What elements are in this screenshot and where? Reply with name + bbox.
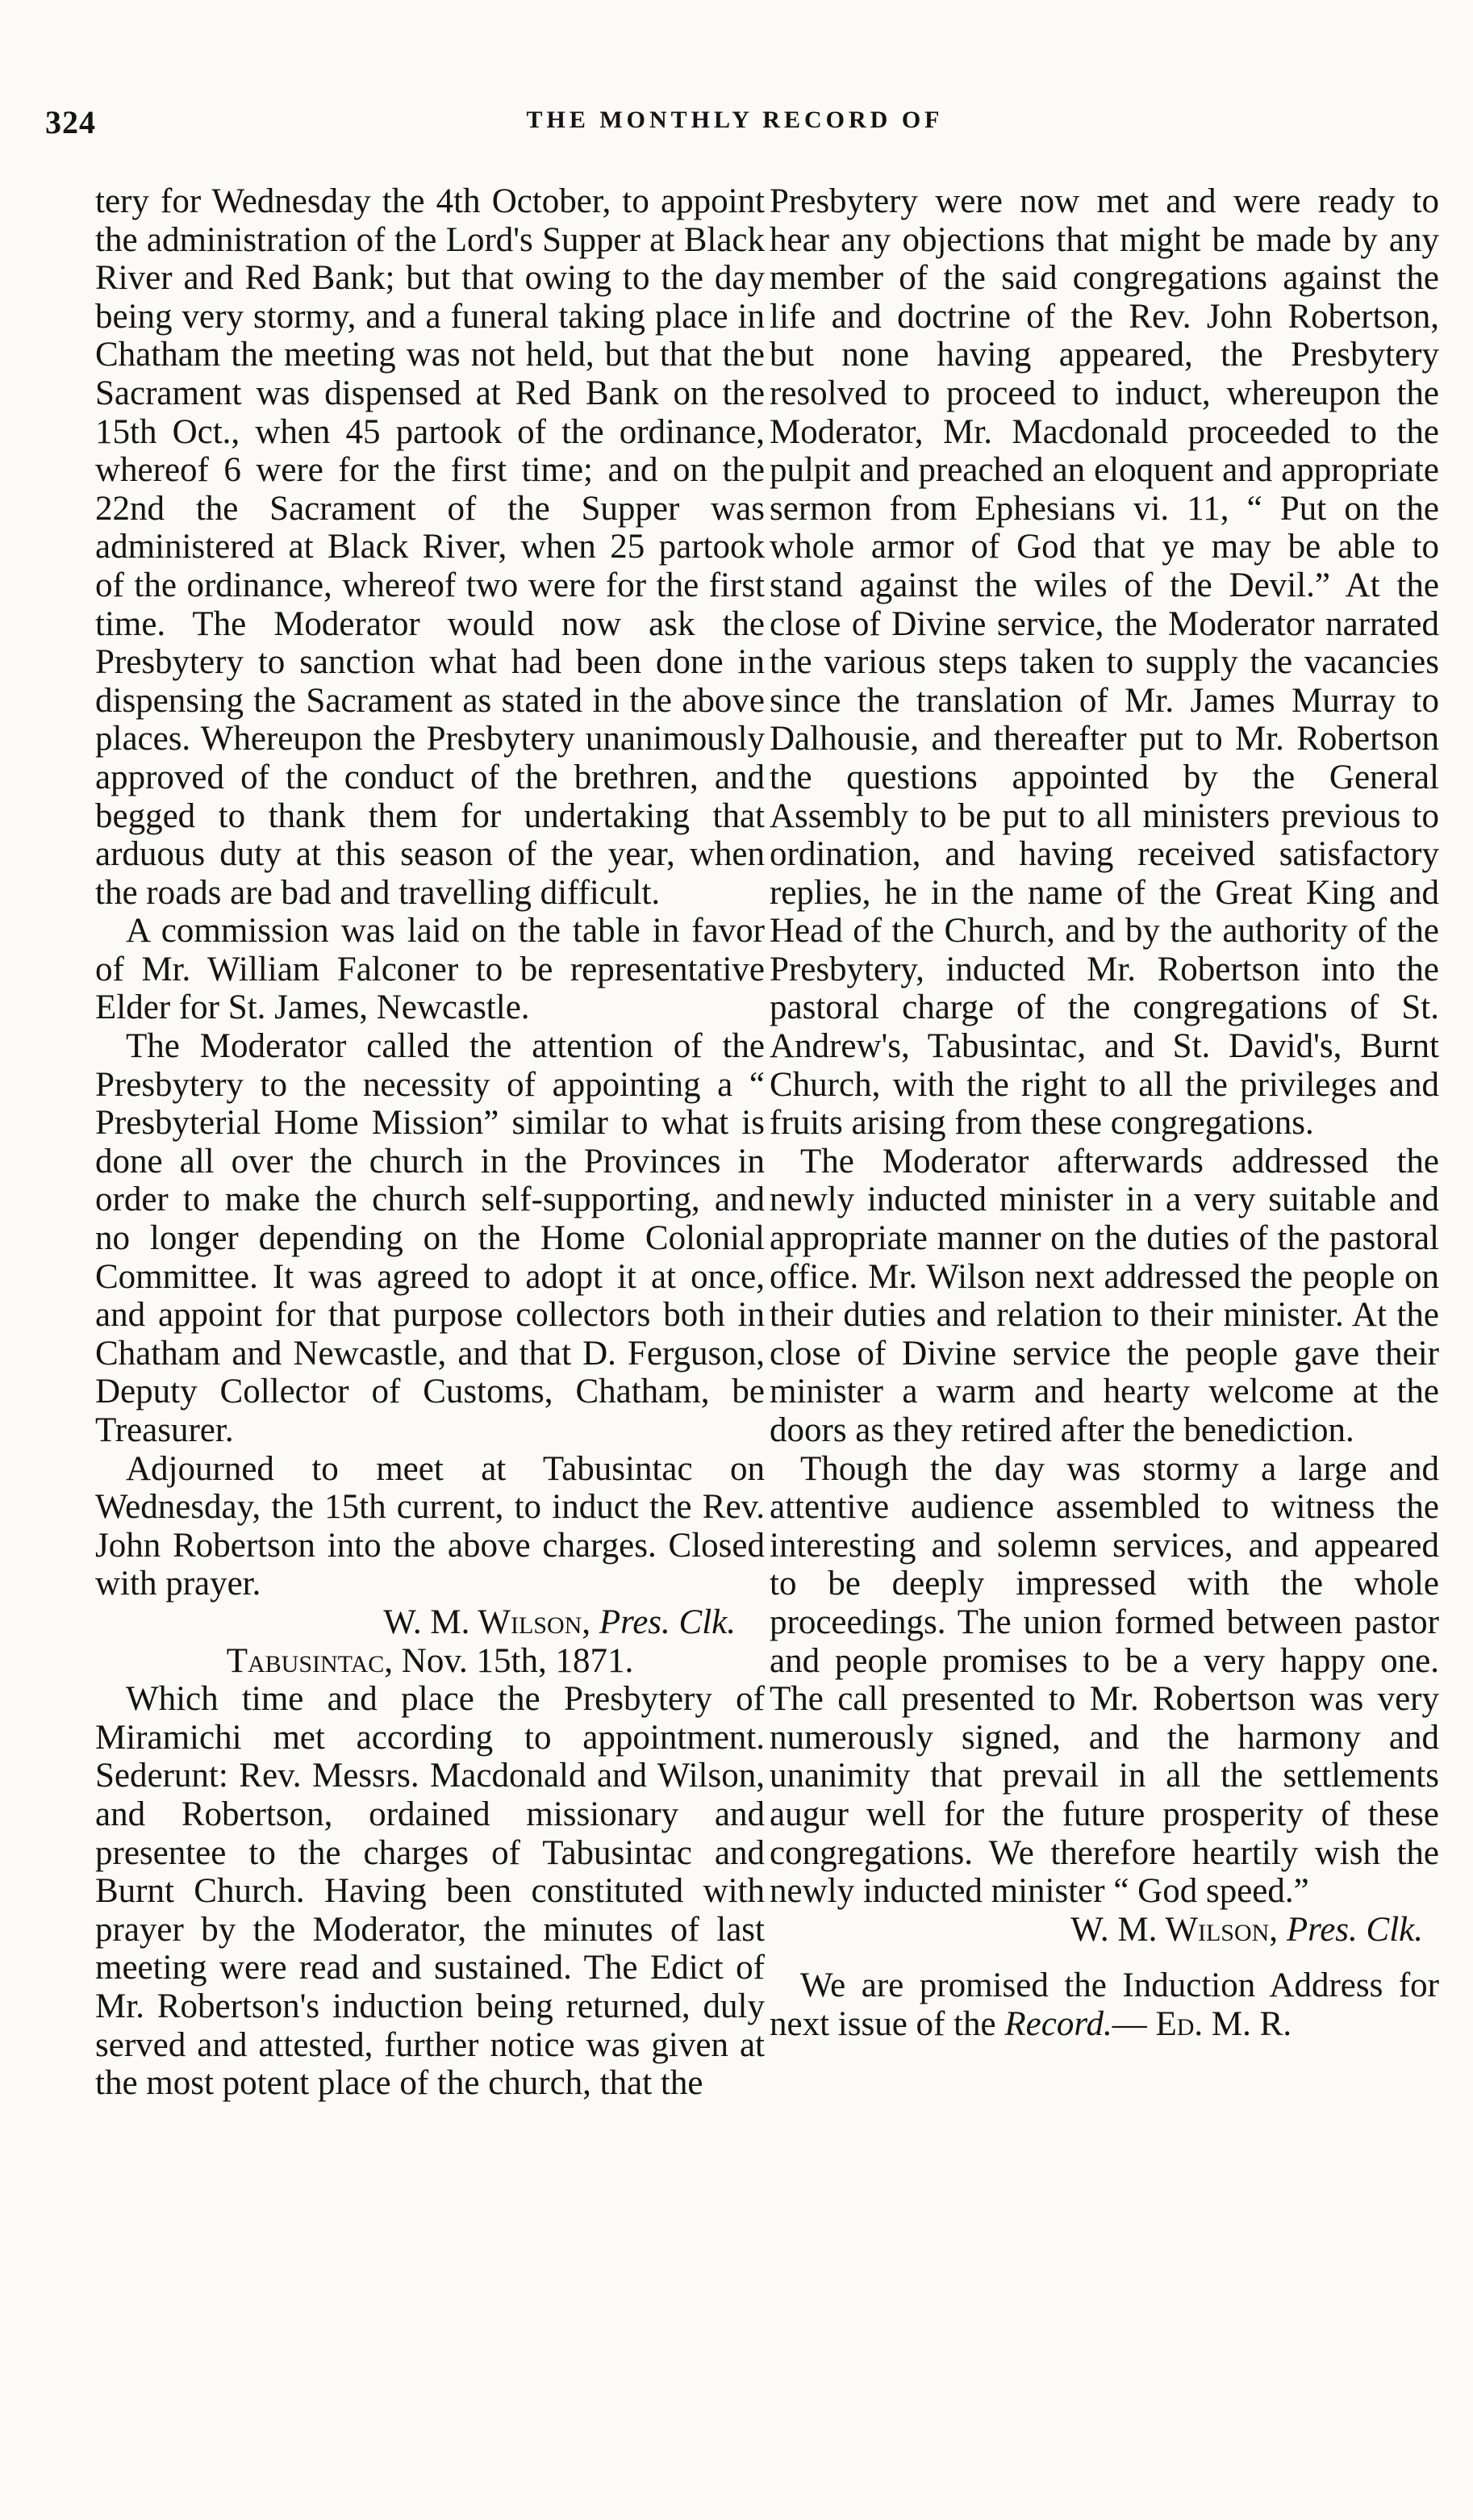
page-number: 324	[45, 104, 96, 140]
left-column	[95, 182, 765, 2103]
signature-name: W. M. Wilson,	[1070, 1910, 1279, 1949]
page-header	[45, 103, 1425, 152]
signature	[770, 1911, 1439, 1950]
paragraph: Presbytery were now met and were ready to hear any objections that might be made by any member of the said congregations against the life and doctrine of the Rev. John Robertson, but none having appeared, the Presbytery resolved to proceed to induct, whereupon the Moderator, Mr. Macdonald proceeded to the pulpit and preached an eloquent and appropriate sermon from Ephesians vi. 11, “ Put on the whole armor of God that ye may be able to stand against the wiles of the Devil.” At the close of Divine service, the Moderator narrated the various steps taken to supply the vacancies since the translation of Mr. James Murray to Dalhousie, and thereafter put to Mr. Robertson the questions appointed by the General Assembly to be put to all ministers previous to ordination, and having received satisfactory replies, he in the name of the Great King and Head of the Church, and by the authority of the Presbytery, inducted Mr. Robertson into the pastoral charge of the congregations of St. Andrew's, Tabusintac, and St. David's, Burnt Church, with the right to all the privileges and fruits arising from these congregations.	[770, 182, 1439, 1143]
right-column	[770, 182, 1439, 2044]
paragraph: A commission was laid on the table in favor of Mr. William Falconer to be representative Elder for St. James, Newcastle.	[95, 912, 765, 1027]
paragraph: Which time and place the Presbytery of Miramichi met according to appointment. Sederunt: Rev. Messrs. Macdonald and Wilson, and Robertson, ordained missionary and presentee to the charges of Tabusintac and Burnt Church. Having been constituted with prayer by the Moderator, the minutes of last meeting were read and sustained. The Edict of Mr. Robertson's induction being returned, duly served and attested, further notice was given at the most potent place of the church, that the	[95, 1680, 765, 2103]
paragraph: The Moderator afterwards addressed the newly inducted minister in a very suitable and appropriate manner on the duties of the pastoral office. Mr. Wilson next addressed the people on their duties and relation to their minister. At the close of Divine service the people gave their minister a warm and hearty welcome at the doors as they retired after the benediction.	[770, 1142, 1439, 1449]
signature	[95, 1603, 765, 1642]
editor-note-record: Record.	[1004, 2004, 1112, 2043]
signature-title: Pres. Clk.	[599, 1603, 736, 1641]
paragraph: Adjourned to meet at Tabusintac on Wednesday, the 15th current, to induct the Rev. John Robertson into the above charges. Closed with prayer.	[95, 1449, 765, 1603]
dateline	[95, 1642, 765, 1681]
paragraph: Though the day was stormy a large and attentive audience assembled to witness the interesting and solemn services, and appeared to be deeply impressed with the whole proceedings. The union formed between pastor and people promises to be a very happy one. The call presented to Mr. Robertson was very numerously signed, and the harmony and unanimity that prevail in all the settlements augur well for the future prosperity of these congregations. We therefore heartily wish the newly inducted minister “ God speed.”	[770, 1449, 1439, 1911]
paragraph: The Moderator called the attention of the Presbytery to the necessity of appointing a “ Presbyterial Home Mission” similar to what is done all over the church in the Provinces in order to make the church self-supporting, and no longer depending on the Home Colonial Committee. It was agreed to adopt it at once, and appoint for that purpose collectors both in Chatham and Newcastle, and that D. Ferguson, Deputy Collector of Customs, Chatham, be Treasurer.	[95, 1027, 765, 1449]
dateline-date: Nov. 15th, 1871.	[401, 1641, 634, 1680]
dateline-place: Tabusintac,	[226, 1641, 394, 1680]
editor-note-dash: —	[1112, 2004, 1147, 2043]
editor-note	[770, 1966, 1439, 2043]
running-head: THE MONTHLY RECORD OF	[526, 107, 944, 133]
signature-name: W. M. Wilson,	[383, 1603, 591, 1641]
signature-title: Pres. Clk.	[1286, 1910, 1423, 1949]
editor-note-text: We are promised the Induction Address for next issue of the	[770, 1966, 1439, 2043]
paragraph: tery for Wednesday the 4th October, to appoint the administration of the Lord's Supper at Black River and Red Bank; but that owing to the day being very stormy, and a funeral taking place in Chatham the meeting was not held, but that the Sacrament was dispensed at Red Bank on the 15th Oct., when 45 partook of the ordinance, whereof 6 were for the first time; and on the 22nd the Sacrament of the Supper was administered at Black River, when 25 partook of the ordinance, whereof two were for the first time. The Moderator would now ask the Presbytery to sanction what had been done in dispensing the Sacrament as stated in the above places. Whereupon the Presbytery unanimously approved of the conduct of the brethren, and begged to thank them for undertaking that arduous duty at this season of the year, when the roads are bad and travelling difficult.	[95, 182, 765, 912]
editor-note-signoff: Ed. M. R.	[1155, 2004, 1292, 2043]
